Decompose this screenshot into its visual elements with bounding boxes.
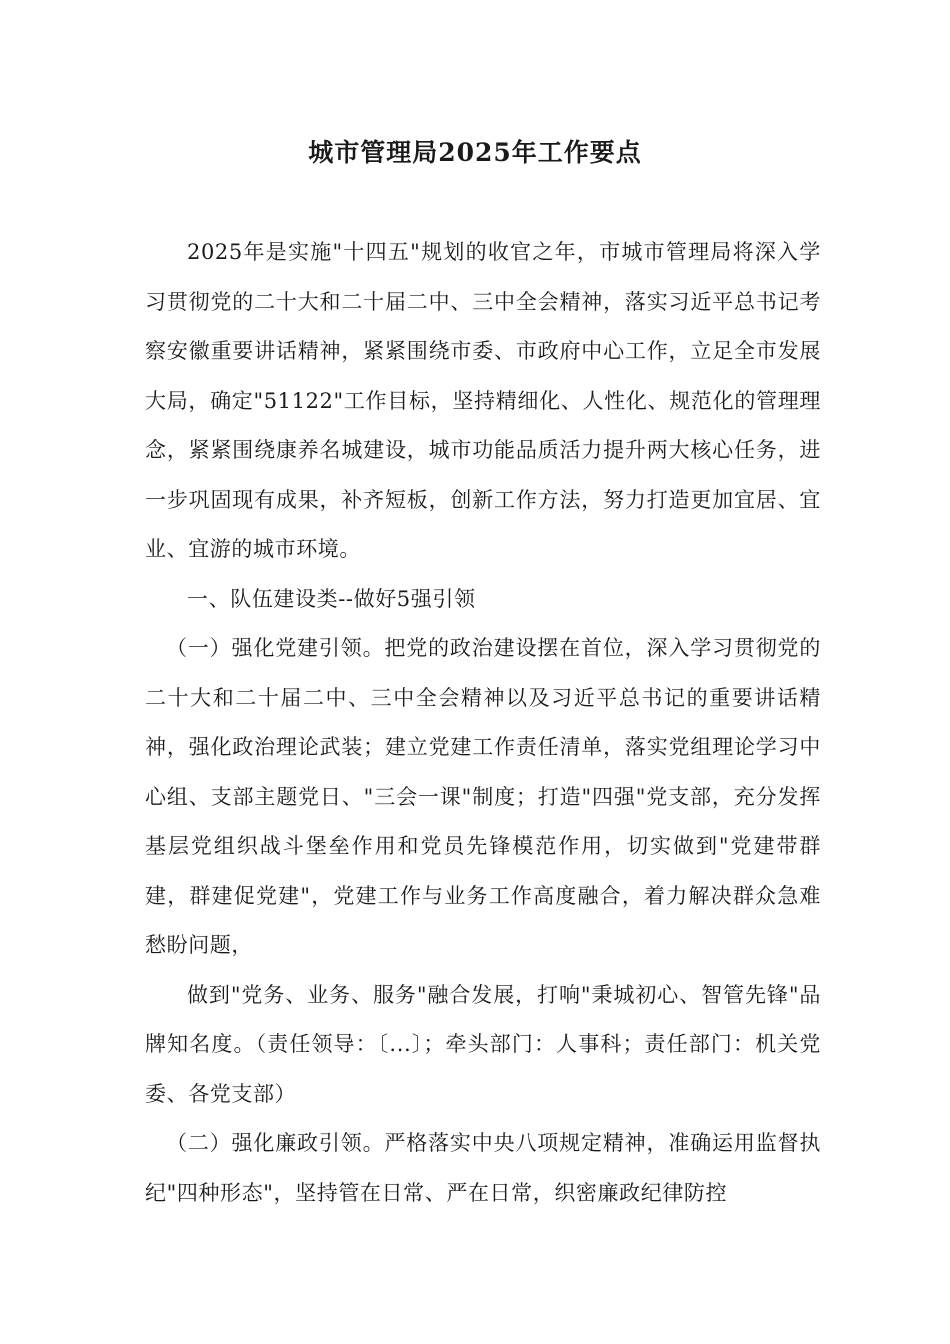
- subsection-paragraph: （二）强化廉政引领。严格落实中央八项规定精神，准确运用监督执纪"四种形态"，坚持管在日常、严在日常，织密廉政纪律防控: [145, 1131, 821, 1205]
- subsection-paragraph: （一）强化党建引领。把党的政治建设摆在首位，深入学习贯彻党的二十大和二十届二中、三中全会精神以及习近平总书记的重要讲话精神，强化政治理论武装；建立党建工作责任清单，落实党组理论学习中心组、支部主题党日、"三会一课"制度；打造"四强"党支部，充分发挥基层党组织战斗堡垒作用和党员先锋模范作用，切实做到"党建带群建，群建促党建"，党建工作与业务工作高度融合，着力解决群众急难愁盼问题，: [145, 636, 821, 957]
- section-heading: 一、队伍建设类--做好5强引领: [187, 586, 476, 611]
- continuation-paragraph: 做到"党务、业务、服务"融合发展，打响"秉城初心、智管先锋"品牌知名度。（责任领导：〔...〕；牵头部门：人事科；责任部门：机关党委、各党支部）: [145, 982, 821, 1106]
- document-body: [145, 228, 821, 1218]
- document-title: 城市管理局2025年工作要点: [308, 138, 642, 167]
- intro-paragraph: 2025年是实施"十四五"规划的收官之年，市城市管理局将深入学习贯彻党的二十大和二十届二中、三中全会精神，落实习近平总书记考察安徽重要讲话精神，紧紧围绕市委、市政府中心工作，立足全市发展大局，确定"51122"工作目标，坚持精细化、人性化、规范化的管理理念，紧紧围绕康养名城建设，城市功能品质活力提升两大核心任务，进一步巩固现有成果，补齐短板，创新工作方法，努力打造更加宜居、宜业、宜游的城市环境。: [145, 240, 821, 561]
